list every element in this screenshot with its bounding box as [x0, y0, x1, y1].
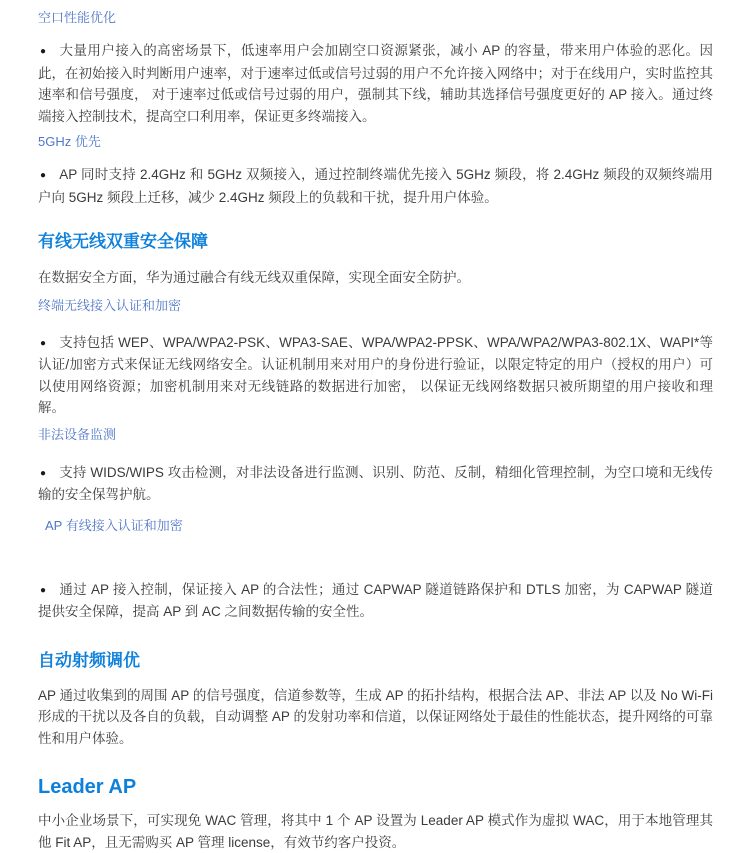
bullet-text-ap-wired-auth: 通过 AP 接入控制，保证接入 AP 的合法性；通过 CAPWAP 隧道链路保护和 DTLS 加密，为 CAPWAP 隧道提供安全保障，提高 AP 到 AC 之间数据传输的安全性。	[38, 581, 713, 619]
bullet-item-air-performance	[38, 40, 713, 127]
bullet-icon: ●	[40, 46, 47, 57]
link-heading-rogue-detection[interactable]: 非法设备监测	[38, 426, 117, 442]
link-heading-5ghz-priority[interactable]: 5GHz 优先	[38, 134, 101, 149]
section-heading-rf-tuning: 自动射频调优	[38, 650, 140, 670]
paragraph-security-intro: 在数据安全方面，华为通过融合有线无线双重保障，实现全面安全防护。	[38, 270, 470, 285]
section-heading-security: 有线无线双重安全保障	[38, 232, 208, 251]
bullet-icon: ●	[40, 584, 47, 596]
section-heading-leader-ap: Leader AP	[38, 776, 137, 798]
bullet-item-5ghz-priority	[38, 164, 713, 208]
bullet-item-rogue-detection	[38, 462, 713, 506]
bullet-icon: ●	[40, 467, 47, 479]
bullet-text-rogue-detection: 支持 WIDS/WIPS 攻击检测，对非法设备进行监测、识别、防范、反制，精细化管理控制，为空口境和无线传输的安全保驾护航。	[38, 464, 714, 502]
link-heading-ap-wired-auth[interactable]: AP 有线接入认证和加密	[45, 517, 183, 533]
bullet-item-ap-wired-auth	[38, 579, 713, 623]
bullet-text-air-performance: 大量用户接入的高密场景下，低速率用户会加剧空口资源紧张，减小 AP 的容量，带来用户体验的恶化。因此，在初始接入时判断用户速率，对于速率过低或信号过弱的用户不允许接入网络中；对于在线用户，实时监控其速率和信号强度， 对于速率过低或信号过弱的用户，强制其下线，辅助其选择信号强度更好的 AP 接入。通过终端接入控制技术，提高空口利用率，保证更多终端接入。	[38, 43, 714, 124]
bullet-item-terminal-auth	[38, 332, 713, 419]
link-heading-terminal-auth[interactable]: 终端无线接入认证和加密	[38, 297, 182, 313]
bullet-icon: ●	[40, 170, 47, 181]
link-heading-air-performance[interactable]: 空口性能优化	[38, 10, 117, 25]
paragraph-leader-ap: 中小企业场景下，可实现免 WAC 管理，将其中 1 个 AP 设置为 Leader AP 模式作为虚拟 WAC，用于本地管理其他 Fit AP，且无需购买 AP 管理 license，有效节约客户投资。	[38, 813, 713, 850]
bullet-text-terminal-auth: 支持包括 WEP、WPA/WPA2-PSK、WPA3-SAE、WPA/WPA2-PPSK、WPA/WPA2/WPA3-802.1X、WAPI*等认证/加密方式来保证无线网络安全。认证机制用来对用户的身份进行验证，以限定特定的用户（授权的用户）可以使用网络资源；加密机制用来对无线链路的数据进行加密， 以保证无线网络数据只被所期望的用户接收和理解。	[38, 334, 714, 415]
bullet-icon: ●	[40, 337, 47, 349]
paragraph-rf-tuning: AP 通过收集到的周围 AP 的信号强度，信道参数等，生成 AP 的拓扑结构，根据合法 AP、非法 AP 以及 No Wi-Fi 形成的干扰以及各自的负载，自动调整 AP 的发射功率和信道，以保证网络处于最佳的性能状态，提升网络的可靠性和用户体验。	[38, 687, 713, 746]
bullet-text-5ghz-priority: AP 同时支持 2.4GHz 和 5GHz 双频接入，通过控制终端优先接入 5GHz 频段，将 2.4GHz 频段的双频终端用户向 5GHz 频段上迁移，减少 2.4GHz 频段上的负载和干扰，提升用户体验。	[38, 167, 713, 205]
